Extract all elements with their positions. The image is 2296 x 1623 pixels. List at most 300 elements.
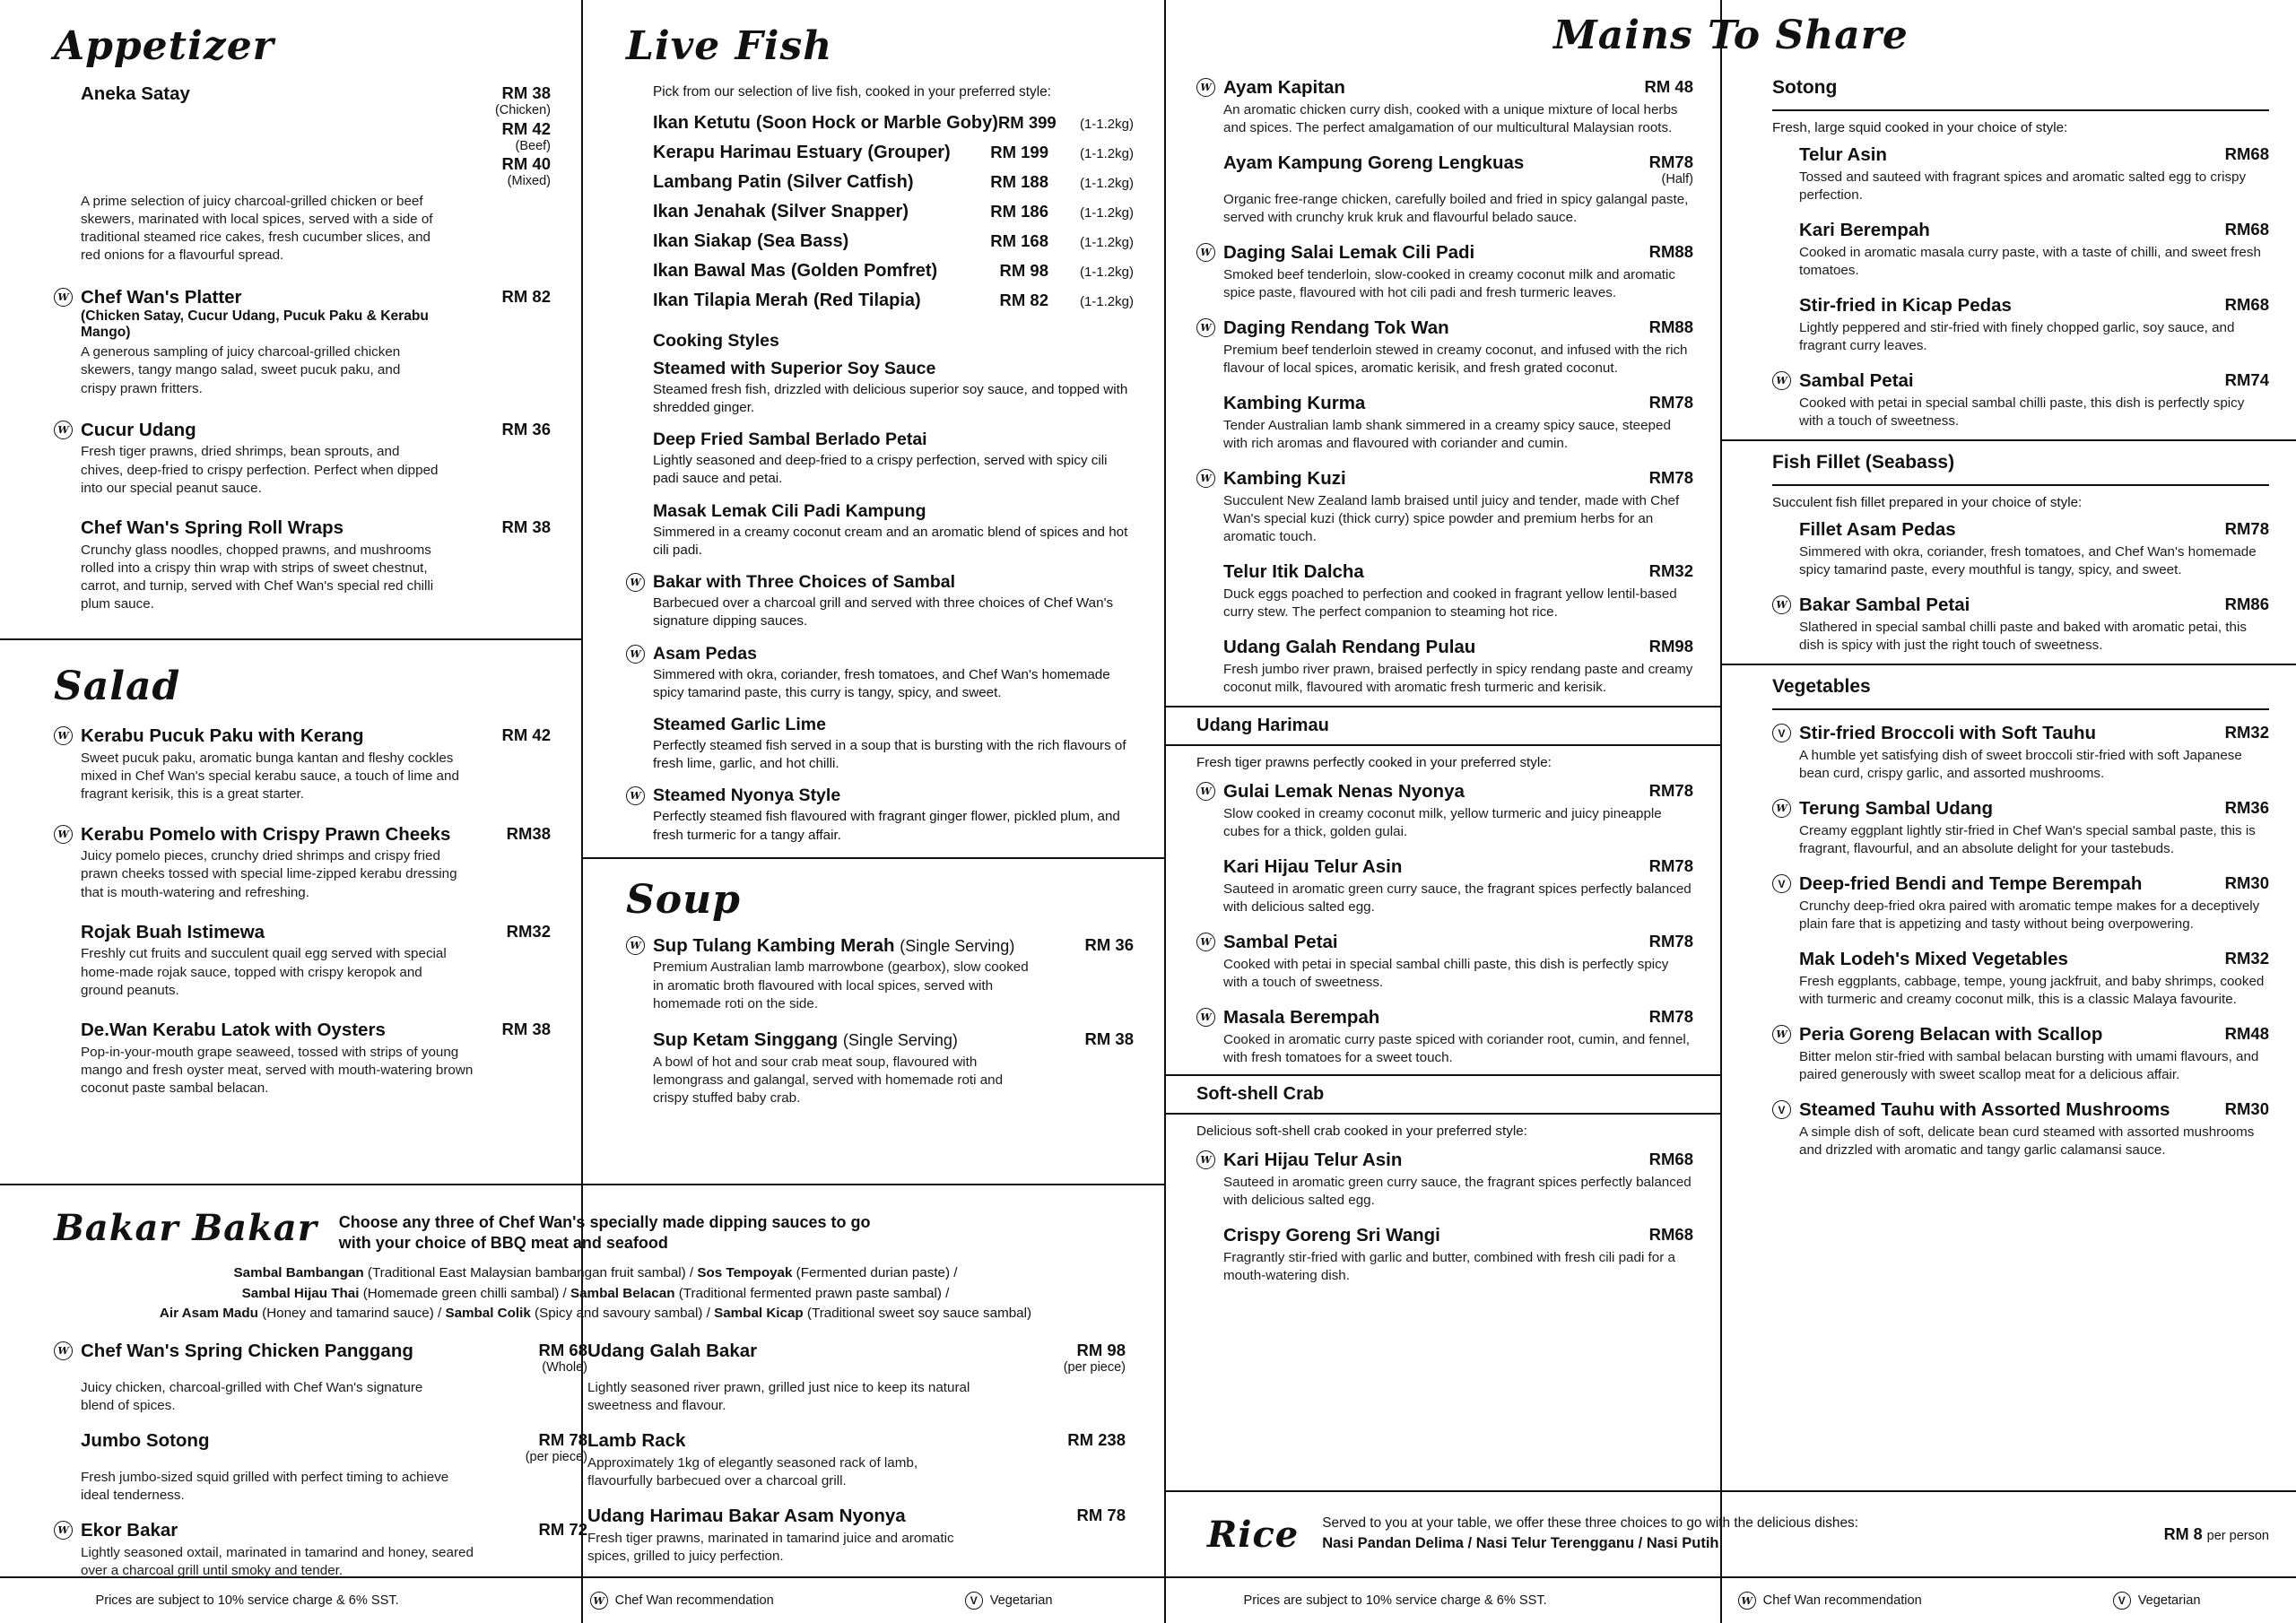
- dish-description: Organic free-range chicken, carefully boiled and fried in spicy galangal paste, served with crunchy kruk kruk and flavourful belado sauce.: [1223, 191, 1689, 225]
- dish-name: Chef Wan's Spring Roll Wraps: [81, 517, 344, 539]
- dish-description: Lightly seasoned river prawn, grilled just nice to keep its natural sweetness and flavour.: [587, 1379, 970, 1413]
- dish-description: Juicy chicken, charcoal-grilled with Chef Wan's signature blend of spices.: [81, 1379, 423, 1413]
- dish-price: RM68: [2224, 295, 2269, 314]
- dish-price: RM 72: [538, 1520, 587, 1540]
- chef-recommendation-icon: W: [626, 936, 645, 955]
- vegetarian-icon: V: [1772, 874, 1791, 893]
- fish-weight: (1-1.2kg): [1079, 145, 1134, 161]
- dish-price: RM68: [2224, 220, 2269, 239]
- fish-subname: (Silver Snapper): [770, 201, 909, 221]
- fish-weight: (1-1.2kg): [1079, 293, 1134, 309]
- vegetarian-icon: V: [1772, 724, 1791, 742]
- section-title-fish-fillet: Fish Fillet (Seabass): [1772, 452, 1955, 473]
- chef-recommendation-icon: W: [626, 573, 645, 592]
- cooking-style: [653, 359, 1134, 417]
- menu-item: [1200, 1150, 1693, 1210]
- menu-item: [653, 1029, 1134, 1107]
- dish-name: Jumbo Sotong: [81, 1430, 210, 1452]
- dish-description: Duck eggs poached to perfection and cooked in fragrant yellow lentil-based curry stew. The perfect companion to steaming hot rice.: [1223, 586, 1677, 621]
- dish-price: RM78: [1648, 856, 1693, 876]
- style-name: Bakar with Three Choices of Sambal: [653, 572, 956, 593]
- section-title-rice: Rice: [1207, 1513, 1300, 1556]
- dish-name: Kari Hijau Telur Asin: [1223, 1150, 1403, 1171]
- fish-subname: (Red Tilapia): [813, 290, 921, 310]
- dish-name: Udang Galah Rendang Pulau: [1223, 637, 1476, 658]
- dish-price: RM36: [2224, 798, 2269, 817]
- fish-price: RM 98: [999, 260, 1048, 280]
- fish-price: RM 199: [990, 142, 1048, 161]
- vegetarian-icon: V: [1772, 1100, 1791, 1119]
- dish-description: Cooked with petai in special sambal chilli paste, this dish is perfectly spicy with a touch of sweetness.: [1799, 395, 2245, 429]
- style-description: Simmered with okra, coriander, fresh tomatoes, and Chef Wan's homemade spicy tamarind paste, this curry is tangy, spicy, and sweet.: [653, 666, 1110, 700]
- mains-title-wrap: [1166, 13, 2296, 58]
- menu-item: [57, 419, 551, 498]
- footer-left: [0, 1592, 1148, 1610]
- dish-name: Peria Goreng Belacan with Scallop: [1799, 1024, 2103, 1045]
- menu-item: [1799, 144, 2269, 204]
- fish-name: Ikan Jenahak: [653, 201, 766, 221]
- footer-disclaimer: Prices are subject to 10% service charge & 6% SST.: [95, 1593, 399, 1608]
- appetizer-items: [54, 83, 551, 613]
- dish-name: Kambing Kuzi: [1223, 468, 1346, 490]
- cooking-style: [630, 643, 1134, 702]
- dish-name: Crispy Goreng Sri Wangi: [1223, 1225, 1440, 1246]
- chef-recommendation-icon: W: [1196, 469, 1215, 488]
- fish-weight: (1-1.2kg): [1079, 175, 1134, 191]
- chef-recommendation-icon: W: [54, 726, 73, 745]
- dish-description: Tossed and sauteed with fragrant spices and aromatic salted egg to crispy perfection.: [1799, 169, 2247, 203]
- style-description: Barbecued over a charcoal grill and served with three choices of Chef Wan's signature dipping sauces.: [653, 595, 1114, 629]
- fish-weight: (1-1.2kg): [1079, 264, 1134, 280]
- live-fish-lead: Pick from our selection of live fish, cooked in your preferred style:: [653, 84, 1051, 100]
- style-description: Lightly seasoned and deep-fried to a crispy perfection, served with spicy cili padi sauce and petai.: [653, 453, 1108, 487]
- dish-price: RM32: [2224, 723, 2269, 742]
- fish-name: Ikan Tilapia Merah: [653, 290, 809, 310]
- chef-recommendation-icon: W: [1196, 933, 1215, 951]
- fish-row: [653, 261, 1134, 282]
- dish-name: Lamb Rack: [587, 1430, 686, 1452]
- dish-description: Slow cooked in creamy coconut milk, yellow turmeric and juicy pineapple cubes for a thick, golden gulai.: [1223, 805, 1662, 840]
- style-description: Simmered in a creamy coconut cream and an aromatic blend of spices and hot cili padi.: [653, 524, 1128, 558]
- dish-description: Simmered with okra, coriander, fresh tomatoes, and Chef Wan's homemade spicy tamarind paste, every mouthful is tangy, spicy, and sweet.: [1799, 543, 2257, 577]
- dish-description: Fresh tiger prawns, dried shrimps, bean sprouts, and chives, deep-fried to crispy perfection. Perfect when dipped into our special peanut sauce.: [81, 444, 439, 496]
- dish-description: Slathered in special sambal chilli paste and baked with aromatic petai, this dish is spicy with just the right touch of sweetness.: [1799, 619, 2247, 653]
- dish-name: De.Wan Kerabu Latok with Oysters: [81, 1020, 386, 1041]
- dish-price: RM78: [1648, 393, 1693, 412]
- rice-lead: Served to you at your table, we offer these three choices to go with the delicious dishes:: [1322, 1515, 1858, 1531]
- column-mains: [1166, 0, 1722, 1623]
- dish-price: RM86: [2224, 595, 2269, 613]
- rice-text: [1322, 1514, 1858, 1555]
- dish-name: Kerabu Pucuk Paku with Kerang: [81, 725, 364, 747]
- dish-description: Crunchy deep-fried okra paired with aromatic tempe makes for a deceptively plain fare that is appetizing and tasty without being overpowering.: [1799, 898, 2260, 932]
- dish-price: RM78: [1648, 1007, 1693, 1027]
- dish-name: Stir-fried Broccoli with Soft Tauhu: [1799, 723, 2097, 743]
- dish-description: Fresh tiger prawns, marinated in tamarind juice and aromatic spices, grilled to juicy perfection.: [587, 1530, 954, 1564]
- dish-description: Fresh eggplants, cabbage, tempe, young jackfruit, and baby shrimps, cooked with turmeric and creamy coconut milk, this is a classic Malaya favourite.: [1799, 973, 2265, 1007]
- section-title-soup: Soup: [626, 876, 741, 923]
- dish-description: A bowl of hot and sour crab meat soup, flavoured with lemongrass and galangal, served with homemade roti and crispy stuffed baby crab.: [653, 1054, 1004, 1107]
- udang-harimau-items: [1166, 774, 1720, 1067]
- fish-subname: (Golden Pomfret): [790, 260, 938, 281]
- dish-name: Chef Wan's Platter: [81, 286, 242, 308]
- chef-recommendation-icon: W: [590, 1592, 608, 1610]
- dish-name: Ayam Kapitan: [1223, 77, 1345, 98]
- dish-price: RM32: [506, 921, 551, 941]
- cooking-style: [630, 785, 1134, 844]
- menu-item: [81, 1020, 551, 1098]
- dish-description: Pop-in-your-mouth grape seaweed, tossed with strips of young mango and fresh oyster meat, served with mouth-watering brown coconut paste sambal belacan.: [81, 1044, 474, 1097]
- style-name: Steamed Nyonya Style: [653, 785, 841, 806]
- chef-recommendation-icon: W: [1196, 782, 1215, 801]
- fish-name: Ikan Siakap: [653, 230, 752, 251]
- fish-weight: (1-1.2kg): [1079, 116, 1134, 132]
- fish-weight: (1-1.2kg): [1079, 204, 1134, 221]
- chef-recommendation-icon: W: [54, 288, 73, 307]
- dish-description: Fresh jumbo river prawn, braised perfectly in spicy rendang paste and creamy coconut milk, flavoured with aromatic fresh turmeric and kerisik.: [1223, 661, 1693, 696]
- dish-name: Sup Tulang Kambing Merah (Single Serving): [653, 934, 1015, 956]
- dish-price: RM 238: [1067, 1430, 1126, 1450]
- dish-name: Ayam Kampung Goreng Lengkuas: [1223, 152, 1525, 173]
- dish-name: Sup Ketam Singgang (Single Serving): [653, 1029, 958, 1051]
- fish-row: [653, 172, 1134, 193]
- menu-item: [1200, 242, 1693, 302]
- chef-recommendation-icon: W: [1772, 371, 1791, 390]
- menu-item: [587, 1341, 1126, 1415]
- dish-price: RM38: [506, 823, 551, 843]
- dish-description: Bitter melon stir-fried with sambal belacan bursting with umami flavours, and paired generously with sweet scallop meat for a delicious affair.: [1799, 1048, 2259, 1082]
- fish-subname: (Grouper): [867, 142, 951, 162]
- section-title-salad: Salad: [54, 664, 181, 710]
- dish-price: RM 38: [501, 1020, 551, 1039]
- dish-price: RM 38: [501, 517, 551, 537]
- menu-item: [81, 922, 551, 1000]
- menu-item: [57, 1341, 587, 1415]
- rice-price: RM 8 per person: [2163, 1524, 2269, 1543]
- fish-price: RM 186: [990, 201, 1048, 221]
- menu-item: [1200, 468, 1693, 546]
- dish-name: Kari Berempah: [1799, 220, 1930, 240]
- sotong-items: [1722, 144, 2296, 430]
- dish-price: RM78: [1648, 468, 1693, 488]
- dish-name: Daging Salai Lemak Cili Padi: [1223, 242, 1475, 264]
- dish-description: Juicy pomelo pieces, crunchy dried shrimps and crispy fried prawn cheeks tossed with special lime-zipped kerabu dressing that is mouth-watering and refreshing.: [81, 848, 457, 900]
- menu-item: [1223, 856, 1693, 916]
- dish-price: RM48: [2224, 1024, 2269, 1043]
- dish-description: Sweet pucuk paku, aromatic bunga kantan and fleshy cockles mixed in Chef Wan's special kerabu sauce, a touch of lime and fragrant kerisik, this is a great starter.: [81, 751, 459, 803]
- section-title-mains: Mains To Share: [1553, 13, 1909, 58]
- dish-name: Cucur Udang: [81, 419, 196, 440]
- dish-description: A generous sampling of juicy charcoal-grilled chicken skewers, tangy mango salad, sweet pucuk paku, and crispy prawn fritters.: [81, 344, 401, 396]
- section-bakar-bakar: [0, 1184, 1166, 1578]
- fish-subname: (Sea Bass): [757, 230, 849, 251]
- dish-price: RM 82: [501, 286, 551, 306]
- dish-name: Mak Lodeh's Mixed Vegetables: [1799, 949, 2068, 969]
- soft-shell-crab-lead: Delicious soft-shell crab cooked in your preferred style:: [1196, 1124, 1527, 1140]
- dish-description: Premium Australian lamb marrowbone (gearbox), slow cooked in aromatic broth flavoured with local spices, served with homemade roti on the side.: [653, 959, 1029, 1011]
- dish-price: RM78: [2224, 519, 2269, 538]
- dish-name: Kerabu Pomelo with Crispy Prawn Cheeks: [81, 823, 451, 845]
- section-title-udang-harimau: Udang Harimau: [1166, 706, 1720, 746]
- dish-description: Sauteed in aromatic green curry sauce, the fragrant spices perfectly balanced with delicious salted egg.: [1223, 1174, 1692, 1209]
- style-name: Deep Fried Sambal Berlado Petai: [653, 430, 927, 450]
- fish-row: [653, 231, 1134, 252]
- menu-item: [1778, 873, 2269, 933]
- dish-description: An aromatic chicken curry dish, cooked with a unique mixture of local herbs and spices. The perfect amalgamation of our multicultural Malaysian roots.: [1223, 101, 1678, 135]
- dish-name: Sambal Petai: [1223, 932, 1338, 953]
- dish-description: Succulent New Zealand lamb braised until juicy and tender, made with Chef Wan's special kuzi (thick curry) spice powder and premium herbs for an aromatic touch.: [1223, 492, 1680, 545]
- chef-recommendation-icon: W: [54, 825, 73, 844]
- chef-recommendation-icon: W: [1196, 1150, 1215, 1169]
- dish-price: RM88: [1648, 317, 1693, 337]
- fish-fillet-lead: Succulent fish fillet prepared in your choice of style:: [1772, 495, 2083, 510]
- chef-recommendation-icon: W: [626, 645, 645, 664]
- fish-subname: (Silver Catfish): [787, 171, 914, 192]
- menu-item: [1799, 949, 2269, 1009]
- fish-row: [653, 202, 1134, 222]
- dish-description: Sauteed in aromatic green curry sauce, the fragrant spices perfectly balanced with delicious salted egg.: [1223, 881, 1692, 916]
- menu-item: [1778, 1099, 2269, 1159]
- dish-subtitle: (Single Serving): [842, 1031, 958, 1050]
- menu-item: [81, 83, 551, 265]
- fish-name: Ikan Bawal Mas: [653, 260, 786, 281]
- dish-price: RM74: [2224, 370, 2269, 389]
- fish-price: RM 168: [990, 230, 1048, 250]
- udang-harimau-lead: Fresh tiger prawns perfectly cooked in your preferred style:: [1196, 755, 1552, 771]
- salad-items: [54, 725, 551, 1098]
- menu-item: [57, 725, 551, 803]
- dish-price: RM30: [2224, 873, 2269, 892]
- menu-item: [587, 1506, 1126, 1566]
- cooking-style: [630, 572, 1134, 630]
- fish-price: RM 399: [997, 112, 1057, 132]
- dish-description: Lightly peppered and stir-fried with finely chopped garlic, soy sauce, and fragrant curry leaves.: [1799, 319, 2235, 353]
- dish-name: Sambal Petai: [1799, 370, 1914, 391]
- section-title-sotong: Sotong: [1772, 77, 1838, 98]
- dish-description: Approximately 1kg of elegantly seasoned rack of lamb, flavourfully barbecued over a charcoal grill.: [587, 1454, 918, 1488]
- style-description: Steamed fresh fish, drizzled with delicious superior soy sauce, and topped with shredded ginger.: [653, 381, 1128, 416]
- dish-price: RM 36: [1084, 934, 1134, 954]
- fish-name: Lambang Patin: [653, 171, 782, 192]
- dish-price: RM 68 (Whole): [538, 1341, 587, 1376]
- menu-item: [587, 1430, 1126, 1490]
- vegetarian-icon: V: [965, 1592, 983, 1610]
- dish-name: Bakar Sambal Petai: [1799, 595, 1970, 615]
- page-footer: [0, 1576, 2296, 1623]
- divider: [0, 638, 581, 640]
- footer-veg-legend: V Vegetarian: [965, 1592, 1053, 1610]
- fish-name: Kerapu Harimau Estuary: [653, 142, 863, 162]
- dish-description: Cooked in aromatic curry paste spiced with coriander root, cumin, and fennel, with fresh tomatoes for a sweet touch.: [1223, 1031, 1691, 1066]
- menu-item: [1200, 1007, 1693, 1067]
- menu-item: [1223, 1225, 1693, 1285]
- chef-recommendation-icon: W: [1772, 799, 1791, 818]
- dish-description: Cooked with petai in special sambal chilli paste, this dish is perfectly spicy with a touch of sweetness.: [1223, 956, 1669, 991]
- menu-item: [1223, 637, 1693, 697]
- soup-items: [626, 935, 1134, 1107]
- dish-name: Udang Galah Bakar: [587, 1341, 758, 1362]
- style-name: Asam Pedas: [653, 643, 757, 664]
- bakar-left-items: [54, 1341, 587, 1595]
- dish-price: RM78: [1648, 932, 1693, 951]
- menu-item: [1776, 595, 2269, 655]
- fish-price: RM 188: [990, 171, 1048, 191]
- chef-recommendation-icon: W: [54, 421, 73, 439]
- divider: [583, 857, 1164, 859]
- menu-item: [1200, 317, 1693, 378]
- vegetarian-icon: V: [2113, 1592, 2131, 1610]
- dish-name: Aneka Satay: [81, 83, 190, 104]
- dish-name: Terung Sambal Udang: [1799, 798, 1994, 819]
- dish-price: RM 78: [1076, 1506, 1126, 1525]
- cooking-style: [653, 715, 1134, 773]
- dish-price: RM30: [2224, 1099, 2269, 1118]
- dish-price: RM32: [1648, 561, 1693, 581]
- chef-recommendation-icon: W: [1196, 1008, 1215, 1027]
- menu-item: [1776, 798, 2269, 858]
- style-name: Masak Lemak Cili Padi Kampung: [653, 500, 926, 521]
- chef-recommendation-icon: W: [1772, 1025, 1791, 1044]
- section-title-vegetables: Vegetables: [1772, 676, 1871, 697]
- menu-item: [1799, 519, 2269, 579]
- chef-recommendation-icon: W: [626, 786, 645, 805]
- dish-name: Chef Wan's Spring Chicken Panggang: [81, 1341, 413, 1362]
- menu-item: [57, 286, 551, 398]
- dish-price: RM98: [1648, 637, 1693, 656]
- footer-chef-legend: W Chef Wan recommendation: [1738, 1592, 1922, 1610]
- footer-veg-legend: V Vegetarian: [2113, 1592, 2201, 1610]
- menu-item: [57, 823, 551, 902]
- dish-price: RM 42: [501, 725, 551, 745]
- dish-name: Rojak Buah Istimewa: [81, 921, 265, 942]
- dish-price: RM68: [1648, 1225, 1693, 1245]
- column-sotong-veg: [1722, 0, 2296, 1623]
- dish-name: Masala Berempah: [1223, 1007, 1380, 1028]
- dish-description: Smoked beef tenderloin, slow-cooked in creamy coconut milk and aromatic spice paste, flavoured with hot cili padi and fresh turmeric leaves.: [1223, 266, 1675, 300]
- footer-disclaimer: Prices are subject to 10% service charge & 6% SST.: [1243, 1593, 1547, 1608]
- chef-recommendation-icon: W: [1196, 318, 1215, 337]
- dish-description: Freshly cut fruits and succulent quail egg served with special home-made rojak sauce, topped with crispy keropok and ground peanuts.: [81, 946, 447, 998]
- menu-item: [81, 517, 551, 613]
- menu-item: [1200, 781, 1693, 841]
- footer-chef-legend: W Chef Wan recommendation: [590, 1592, 774, 1610]
- fish-fillet-items: [1722, 519, 2296, 655]
- menu-item: [57, 1520, 587, 1580]
- menu-item: [1223, 152, 1693, 227]
- section-rice: [1166, 1490, 2296, 1576]
- dish-price: RM 38 (Chicken) RM 42 (Beef) RM 40 (Mixed): [494, 83, 551, 189]
- fish-weight: (1-1.2kg): [1079, 234, 1134, 250]
- menu-item: [630, 934, 1134, 1013]
- dish-price: RM78: [1648, 781, 1693, 801]
- dish-name: Udang Harimau Bakar Asam Nyonya: [587, 1506, 906, 1527]
- dish-description: Fragrantly stir-fried with garlic and butter, combined with fresh cili padi for a mouth-watering dish.: [1223, 1249, 1675, 1284]
- menu-item: [1223, 561, 1693, 621]
- dish-price: RM 78 (per piece): [525, 1430, 587, 1465]
- cooking-style: [653, 501, 1134, 560]
- dish-price: RM68: [2224, 144, 2269, 163]
- style-name: Steamed Garlic Lime: [653, 714, 826, 734]
- dish-description: Lightly seasoned oxtail, marinated in tamarind and honey, seared over a charcoal grill until smoky and tender.: [81, 1544, 474, 1578]
- dish-description: A simple dish of soft, delicate bean curd steamed with assorted mushrooms and drizzled with aromatic and tangy garlic calamansi sauce.: [1799, 1124, 2255, 1158]
- dish-subtitle: (Single Serving): [900, 936, 1015, 955]
- style-description: Perfectly steamed fish served in a soup that is bursting with the rich flavours of fresh lime, garlic, and hot chilli.: [653, 737, 1126, 772]
- section-title-live-fish: Live Fish: [626, 23, 833, 69]
- menu-item: [1776, 1024, 2269, 1084]
- dish-price: RM 38: [1084, 1029, 1134, 1049]
- chef-recommendation-icon: W: [54, 1521, 73, 1540]
- dish-name: Daging Rendang Tok Wan: [1223, 317, 1449, 339]
- dish-name: Deep-fried Bendi and Tempe Berempah: [1799, 873, 2143, 894]
- cooking-style: [653, 430, 1134, 488]
- menu-item: [81, 1430, 587, 1505]
- fish-row: [653, 113, 1134, 134]
- soft-shell-crab-items: [1166, 1142, 1720, 1285]
- fish-price: RM 82: [999, 290, 1048, 309]
- dish-description: Cooked in aromatic masala curry paste, with a taste of chilli, and sweet fresh tomatoes.: [1799, 244, 2261, 278]
- dish-price: RM32: [2224, 949, 2269, 968]
- dish-description: A humble yet satisfying dish of sweet broccoli stir-fried with soft Japanese bean curd, crispy garlic, and assorted mushrooms.: [1799, 747, 2242, 781]
- dish-price: RM68: [1648, 1150, 1693, 1169]
- dish-description: Creamy eggplant lightly stir-fried in Chef Wan's special sambal paste, this is fragrant, flavourful, and an absolute delight for your tastebuds.: [1799, 822, 2256, 856]
- mains-items: [1166, 77, 1720, 697]
- dish-name: Kari Hijau Telur Asin: [1223, 856, 1403, 878]
- cooking-styles-title: Cooking Styles: [653, 330, 779, 351]
- dish-name: Telur Itik Dalcha: [1223, 561, 1364, 583]
- menu-item: [1799, 295, 2269, 355]
- dish-description: Fresh jumbo-sized squid grilled with perfect timing to achieve ideal tenderness.: [81, 1469, 449, 1503]
- dish-price: RM 36: [501, 419, 551, 438]
- menu-item: [1799, 220, 2269, 280]
- dish-description: A prime selection of juicy charcoal-grilled chicken or beef skewers, marinated with local spices, served with a side of traditional steamed rice cakes, fresh cucumber slices, and red onions for a flavourful spread.: [81, 193, 433, 264]
- fish-row: [653, 291, 1134, 311]
- fish-name: Ikan Ketutu: [653, 112, 751, 133]
- rice-choices: Nasi Pandan Delima / Nasi Telur Terengganu / Nasi Putih: [1322, 1535, 1719, 1552]
- live-fish-block: [626, 83, 1134, 845]
- dish-name: Steamed Tauhu with Assorted Mushrooms: [1799, 1099, 2170, 1120]
- section-title-bakar-bakar: Bakar Bakar: [54, 1207, 317, 1249]
- dish-subtitle: (Chicken Satay, Cucur Udang, Pucuk Paku & Kerabu Mango): [81, 308, 429, 341]
- menu-item: [1200, 77, 1693, 137]
- dish-price: RM78 (Half): [1648, 152, 1693, 187]
- chef-recommendation-icon: W: [1738, 1592, 1756, 1610]
- dish-name: Ekor Bakar: [81, 1520, 178, 1541]
- dish-name: Stir-fried in Kicap Pedas: [1799, 295, 2012, 316]
- chef-recommendation-icon: W: [1196, 243, 1215, 262]
- fish-subname: (Soon Hock or Marble Goby): [755, 112, 998, 133]
- style-name: Steamed with Superior Soy Sauce: [653, 358, 936, 378]
- style-description: Perfectly steamed fish flavoured with fragrant ginger flower, pickled plum, and fresh turmeric for a tangy affair.: [653, 809, 1120, 843]
- vegetables-items: [1722, 710, 2296, 1159]
- dish-description: Tender Australian lamb shank simmered in a creamy spicy sauce, steeped with rich aromas and flavoured with coriander and cumin.: [1223, 417, 1671, 451]
- section-title-soft-shell-crab: Soft-shell Crab: [1166, 1074, 1720, 1115]
- dish-name: Telur Asin: [1799, 144, 1887, 165]
- dish-price: RM 98 (per piece): [1063, 1341, 1126, 1376]
- dipping-sauce-list: Sambal Bambangan (Traditional East Malaysian bambangan fruit sambal) / Sos Tempoyak (Fermented durian paste) / Sambal Hijau Thai (Homemade green chilli sambal) / Sambal Belacan (Traditional fermented prawn paste sambal) / Air Asam Madu (Honey and tamarind sauce) / Sambal Colik (Spicy and savoury sambal) / Sambal Kicap (Traditional sweet soy sauce sambal): [159, 1264, 1032, 1322]
- dish-name: Kambing Kurma: [1223, 393, 1366, 414]
- dish-name: Fillet Asam Pedas: [1799, 519, 1956, 540]
- menu-item: [1776, 370, 2269, 430]
- chef-recommendation-icon: W: [1196, 78, 1215, 97]
- menu-item: [1200, 932, 1693, 992]
- dish-description: Crunchy glass noodles, chopped prawns, and mushrooms rolled into a crispy thin wrap with strips of sweet chestnut, carrot, and turnip, served with Chef Wan's special red chilli plum sauce.: [81, 542, 434, 612]
- footer-right: [1148, 1592, 2296, 1610]
- menu-item: [1223, 393, 1693, 453]
- chef-recommendation-icon: W: [54, 1341, 73, 1360]
- fish-row: [653, 143, 1134, 163]
- bakar-right-items: [587, 1341, 1126, 1595]
- dipping-sauce-title: Choose any three of Chef Wan's specially made dipping sauces to go with your choice of BBQ meat and seafood: [338, 1213, 871, 1253]
